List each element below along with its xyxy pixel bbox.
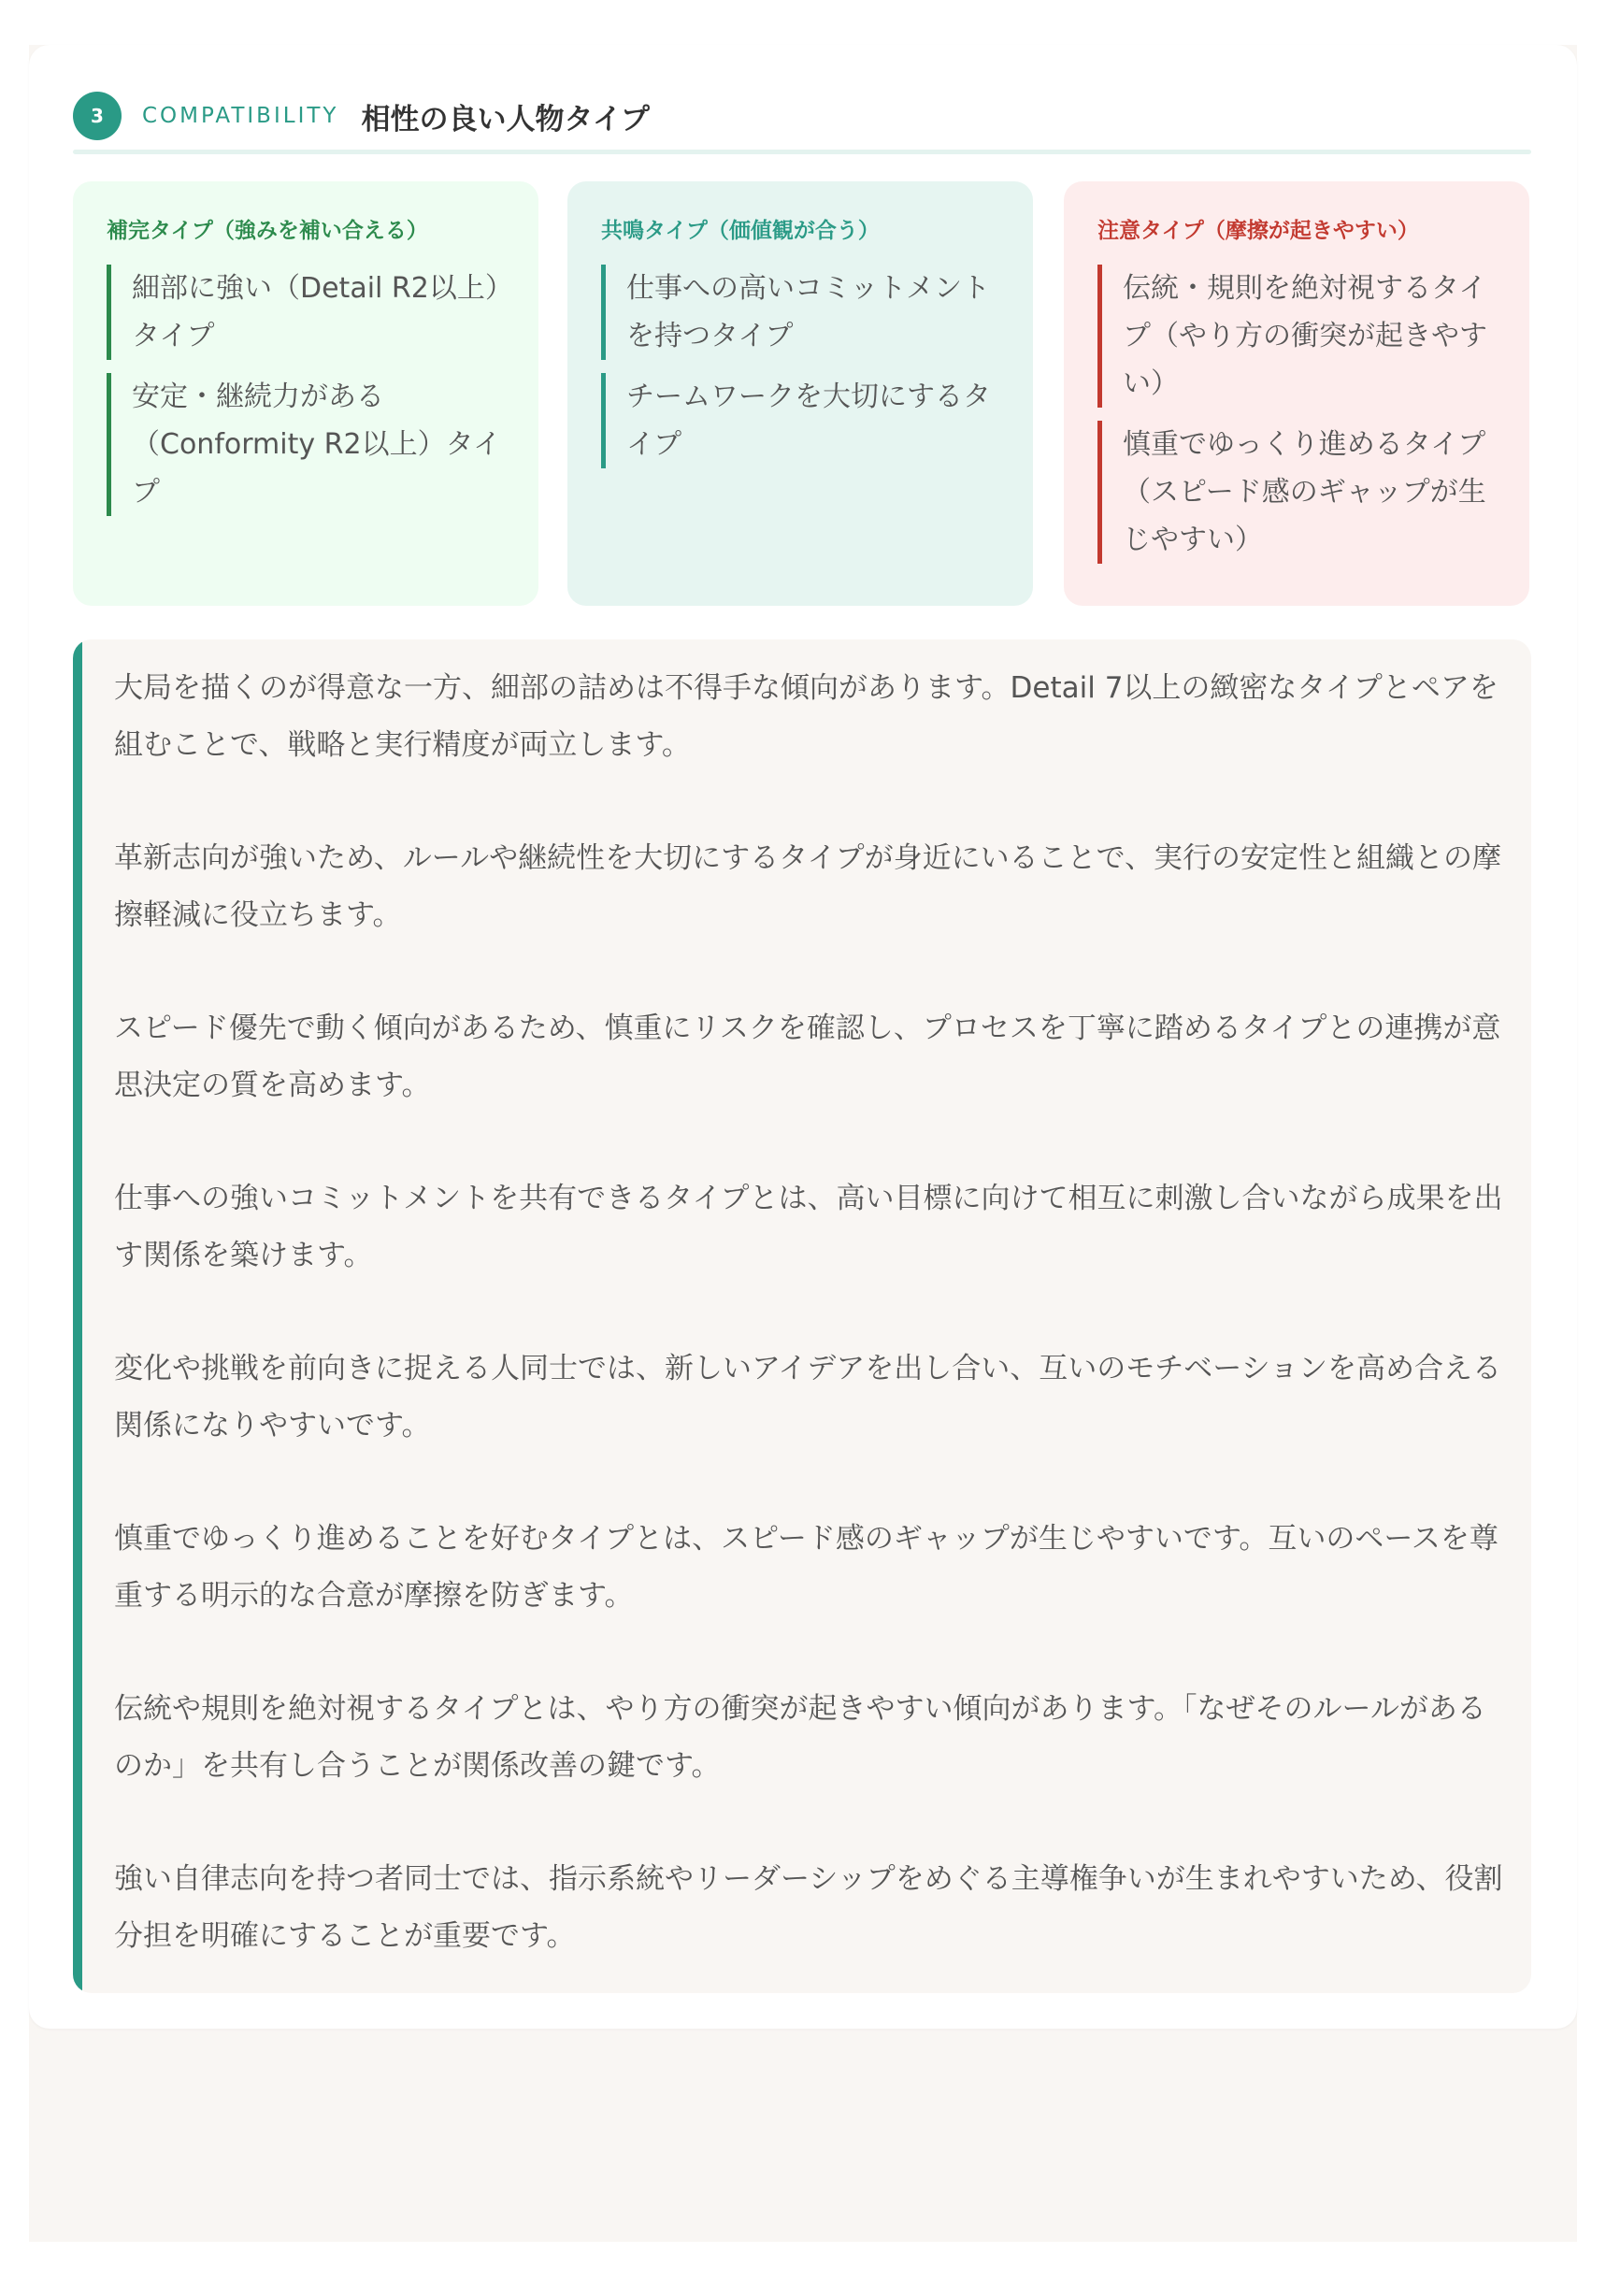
description-paragraph: 伝統や規則を絶対視するタイプとは、やり方の衝突が起きやすい傾向があります。「なぜそのルールがあるのか」を共有し合うことが関係改善の鍵です。 bbox=[114, 1692, 1486, 1783]
complement-type-title: 補完タイプ（強みを補い合える） bbox=[107, 219, 428, 243]
complement-type-box bbox=[73, 181, 538, 606]
section-number-badge: 3 bbox=[73, 92, 122, 140]
resonance-type-box bbox=[567, 181, 1033, 606]
description-body bbox=[114, 660, 1507, 1993]
description-paragraph: 大局を描くのが得意な一方、細部の詰めは不得手な傾向があります。Detail 7以上の緻密なタイプとペアを組むことで、戦略と実行精度が両立します。 bbox=[114, 671, 1498, 762]
header-divider bbox=[73, 150, 1531, 154]
accent-bar bbox=[73, 639, 82, 1993]
caution-type-item: 慎重でゆっくり進めるタイプ（スピード感のギャップが生じやすい） bbox=[1097, 421, 1496, 564]
section-header bbox=[73, 82, 1531, 150]
resonance-type-title: 共鳴タイプ（価値観が合う） bbox=[601, 219, 880, 243]
description-paragraph: 慎重でゆっくり進めることを好むタイプとは、スピード感のギャップが生じやすいです。互いのペースを尊重する明示的な合意が摩擦を防ぎます。 bbox=[114, 1522, 1498, 1613]
description-paragraph: スピード優先で動く傾向があるため、慎重にリスクを確認し、プロセスを丁寧に踏めるタイプとの連携が意思決定の質を高めます。 bbox=[114, 1012, 1501, 1102]
complement-type-item: 細部に強い（Detail R2以上）タイプ bbox=[107, 265, 505, 360]
complement-type-item: 安定・継続力がある（Conformity R2以上）タイプ bbox=[107, 373, 505, 516]
caution-type-item: 伝統・規則を絶対視するタイプ（やり方の衝突が起きやすい） bbox=[1097, 265, 1496, 408]
caution-type-title: 注意タイプ（摩擦が起きやすい） bbox=[1097, 219, 1419, 243]
description-paragraph: 変化や挑戦を前向きに捉える人同士では、新しいアイデアを出し合い、互いのモチベーションを高め合える関係になりやすいです。 bbox=[114, 1352, 1501, 1442]
caution-type-box bbox=[1064, 181, 1529, 606]
resonance-type-item: 仕事への高いコミットメントを持つタイプ bbox=[601, 265, 999, 360]
resonance-type-item: チームワークを大切にするタイプ bbox=[601, 373, 999, 468]
description-paragraph: 強い自律志向を持つ者同士では、指示系統やリーダーシップをめぐる主導権争いが生まれやすいため、役割分担を明確にすることが重要です。 bbox=[114, 1862, 1503, 1953]
description-paragraph: 仕事への強いコミットメントを共有できるタイプとは、高い目標に向けて相互に刺激し合いながら成果を出す関係を築けます。 bbox=[114, 1182, 1503, 1272]
description-paragraph: 革新志向が強いため、ルールや継続性を大切にするタイプが身近にいることで、実行の安定性と組織との摩擦軽減に役立ちます。 bbox=[114, 841, 1501, 932]
section-eyebrow: COMPATIBILITY bbox=[142, 104, 339, 128]
section-title: 相性の良い人物タイプ bbox=[361, 102, 650, 136]
compatibility-description-panel bbox=[73, 639, 1531, 1993]
